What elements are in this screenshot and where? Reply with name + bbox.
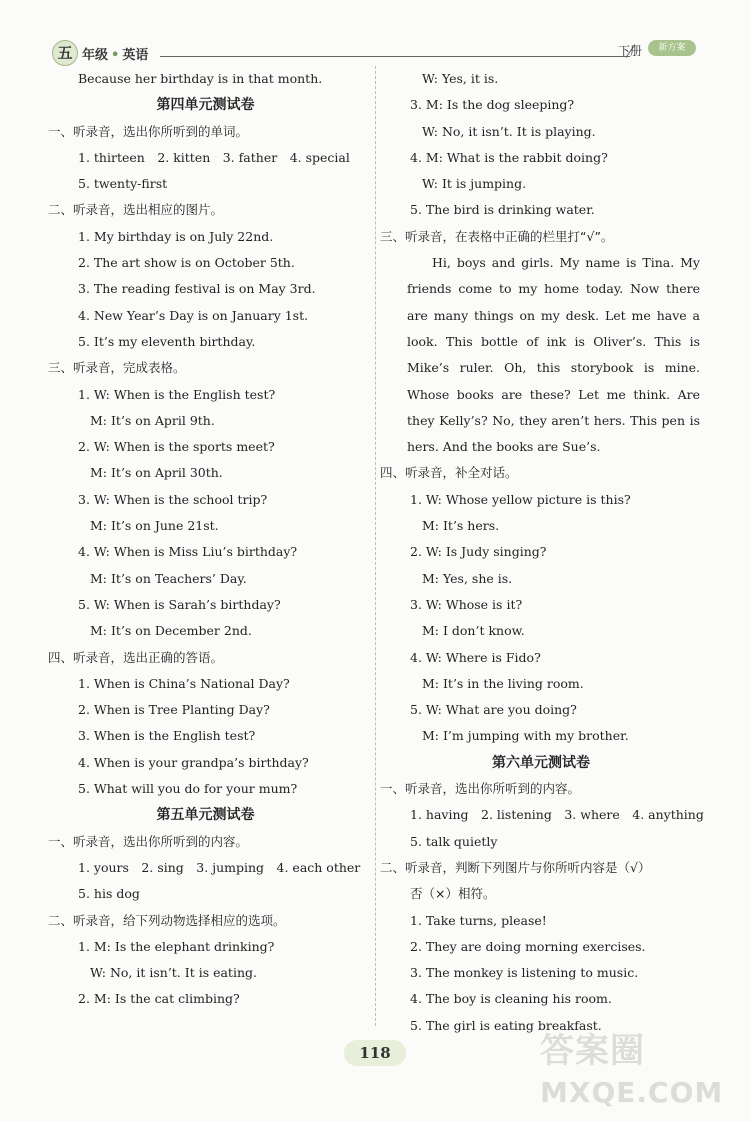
u5-section2-heading: 二、听录音，给下列动物选择相应的选项。 [48, 912, 286, 928]
right-column [380, 66, 702, 1039]
list-item: 1. When is China’s National Day? [78, 675, 290, 691]
brand-badge: 新方案 [648, 40, 696, 56]
list-item: 2. They are doing morning exercises. [410, 938, 646, 954]
watermark [540, 1030, 723, 1114]
dialog-question: 1. W: When is the English test? [78, 386, 276, 402]
list-item: 5. The girl is eating breakfast. [410, 1017, 602, 1033]
u6-section2-heading-cont: 否（×）相符。 [410, 886, 496, 902]
grade-label: 年级 [82, 48, 109, 63]
subject-label: 英语 [122, 48, 149, 63]
unit6-title: 第六单元测试卷 [492, 754, 590, 771]
u5-section3-passage: Hi, boys and girls. My name is Tina. My friends come to my home today. Now there are many things on my desk. Let me have a look. This bottle of ink is Oliver’s. This is Mike’s ruler. Oh, this storybook is mine. Whose books are these? Let me think. Are they Kelly’s? No, they aren’t hers. This pen is hers. And the books are Sue’s. [407, 255, 700, 455]
left-column [48, 66, 363, 1013]
u5-section4-heading: 四、听录音，补全对话。 [380, 465, 518, 481]
column-divider [375, 66, 376, 1026]
u6-section1-heading: 一、听录音，选出你所听到的内容。 [380, 781, 581, 797]
dialog-answer: M: Yes, she is. [422, 570, 513, 586]
header-rule [160, 56, 630, 57]
u4-section3-heading: 三、听录音，完成表格。 [48, 360, 186, 376]
list-item: 1. My birthday is on July 22nd. [78, 228, 274, 244]
list-item: 4. When is your grandpa’s birthday? [78, 754, 309, 770]
u6-section1-options: 1. having 2. listening 3. where 4. anything [410, 807, 704, 823]
dialog-question: 1. M: Is the elephant drinking? [78, 938, 275, 954]
u4-section1-options: 1. thirteen 2. kitten 3. father 4. special [78, 149, 350, 165]
u4-section2-heading: 二、听录音，选出相应的图片。 [48, 202, 224, 218]
volume-label: 下册 [618, 44, 643, 58]
dialog-question: 2. W: Is Judy singing? [410, 544, 547, 560]
page-header [30, 36, 720, 70]
watermark-line2: MXQE.COM [540, 1076, 724, 1109]
list-item: 4. The boy is cleaning his room. [410, 991, 612, 1007]
page-number: 118 [344, 1040, 406, 1066]
u6-section1-options: 5. talk quietly [410, 833, 498, 849]
dialog-answer: M: It’s on June 21st. [90, 518, 219, 534]
dialog-answer: M: It’s on Teachers’ Day. [90, 570, 247, 586]
unit4-title: 第四单元测试卷 [156, 97, 255, 114]
u6-section2-heading: 二、听录音，判断下列图片与你所听内容是（√） [380, 859, 651, 875]
dialog-answer: M: It’s on April 30th. [90, 465, 223, 481]
u5-section1-options: 1. yours 2. sing 3. jumping 4. each other [78, 859, 361, 875]
dialog-question: 4. W: Where is Fido? [410, 649, 541, 665]
list-item: 3. The monkey is listening to music. [410, 965, 639, 981]
unit5-title: 第五单元测试卷 [156, 807, 255, 824]
dialog-question: 4. M: What is the rabbit doing? [410, 149, 608, 165]
list-item: 5. The bird is drinking water. [410, 202, 595, 218]
dialog-question: 5. W: What are you doing? [410, 702, 577, 718]
dialog-answer: M: It’s on December 2nd. [90, 623, 252, 639]
dialog-question: 2. M: Is the cat climbing? [78, 991, 240, 1007]
dialog-answer: W: Yes, it is. [422, 71, 499, 86]
dialog-answer: W: It is jumping. [422, 176, 527, 192]
dialog-answer: M: It’s hers. [422, 518, 500, 534]
dialog-question: 3. M: Is the dog sleeping? [410, 97, 575, 113]
u5-section1-options: 5. his dog [78, 886, 140, 902]
list-item: 2. When is Tree Planting Day? [78, 702, 270, 718]
watermark-line1: 答案圈 [540, 1031, 645, 1071]
u5-section1-heading: 一、听录音，选出你所听到的内容。 [48, 833, 249, 849]
list-item: 5. What will you do for your mum? [78, 781, 298, 797]
dialog-question: 2. W: When is the sports meet? [78, 439, 275, 455]
u5-section3-heading: 三、听录音，在表格中正确的栏里打“√”。 [380, 228, 614, 244]
u4-section1-heading: 一、听录音，选出你所听到的单词。 [48, 123, 249, 139]
dialog-answer: M: It’s on April 9th. [90, 412, 215, 428]
list-item: 3. When is the English test? [78, 728, 256, 744]
u4-section1-options: 5. twenty-first [78, 176, 168, 192]
list-item: 5. It’s my eleventh birthday. [78, 333, 256, 349]
dialog-question: 3. W: When is the school trip? [78, 491, 268, 507]
grade-subject-label [82, 44, 148, 63]
dialog-question: 3. W: Whose is it? [410, 596, 523, 612]
continued-text: Because her birthday is in that month. [78, 71, 323, 86]
dialog-answer: W: No, it isn’t. It is eating. [90, 965, 257, 981]
list-item: 3. The reading festival is on May 3rd. [78, 281, 316, 297]
grade-badge: 五 [52, 40, 78, 66]
dialog-question: 4. W: When is Miss Liu’s birthday? [78, 544, 298, 560]
u4-section4-heading: 四、听录音，选出正确的答语。 [48, 649, 224, 665]
separator-dot-icon: • [111, 48, 120, 63]
dialog-answer: M: I’m jumping with my brother. [422, 728, 629, 744]
list-item: 1. Take turns, please! [410, 912, 547, 928]
dialog-answer: M: It’s in the living room. [422, 675, 584, 691]
dialog-answer: W: No, it isn’t. It is playing. [422, 123, 596, 139]
list-item: 4. New Year’s Day is on January 1st. [78, 307, 309, 323]
dialog-answer: M: I don’t know. [422, 623, 525, 639]
dialog-question: 5. W: When is Sarah’s birthday? [78, 596, 281, 612]
list-item: 2. The art show is on October 5th. [78, 255, 295, 271]
dialog-question: 1. W: Whose yellow picture is this? [410, 491, 631, 507]
